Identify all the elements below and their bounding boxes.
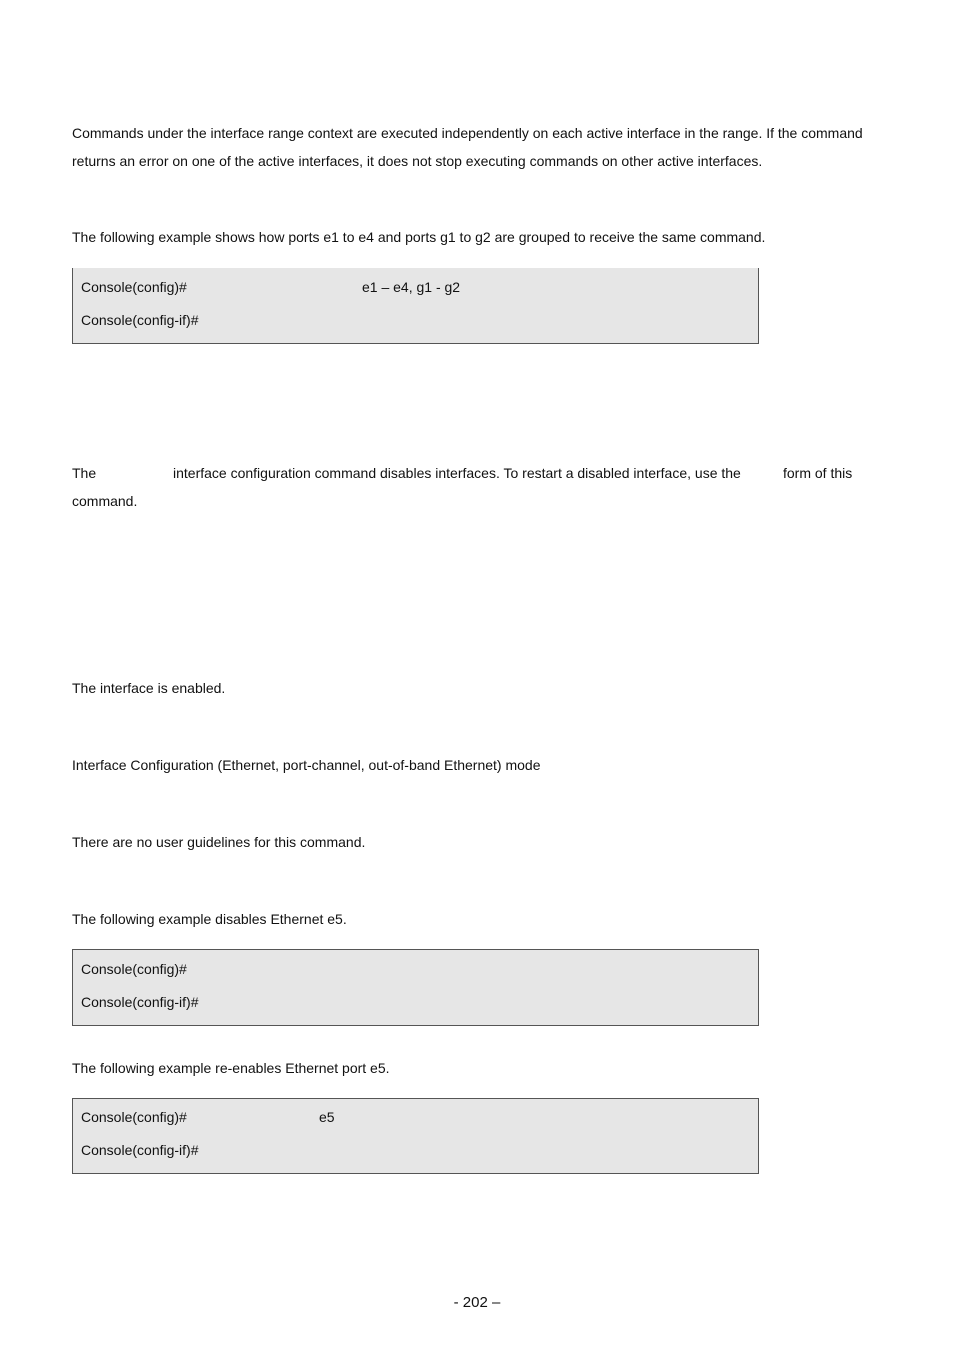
default-configuration-text: The interface is enabled. xyxy=(72,680,226,696)
shutdown-desc-the: The xyxy=(72,465,97,481)
range-example-intro: The following example shows how ports e1 to e4 and ports g1 to g2 are grouped to receive the same command. xyxy=(72,229,766,245)
code-arguments: e1 – e4, g1 - g2 xyxy=(362,279,461,295)
disable-example-intro: The following example disables Ethernet e5. xyxy=(72,911,347,927)
range-usage-paragraph: Commands under the interface range context are executed independently on each active interface in the range. If the command returns an error on one of the active interfaces, it does not stop executing commands on other active interfaces. xyxy=(72,125,863,169)
page-number: - 202 – xyxy=(453,1294,501,1311)
shutdown-desc-tail: form of this xyxy=(783,465,853,481)
code-arguments: e5 xyxy=(319,1109,335,1125)
code-prompt: Console(config)# xyxy=(81,1109,187,1125)
range-example-code-block xyxy=(72,268,759,344)
code-prompt: Console(config-if)# xyxy=(81,994,199,1010)
enable-example-intro: The following example re-enables Ethernet port e5. xyxy=(72,1060,390,1076)
shutdown-desc-body: interface configuration command disables interfaces. To restart a disabled interface, use the xyxy=(173,465,741,481)
code-prompt: Console(config-if)# xyxy=(81,1142,199,1158)
user-guidelines-text: There are no user guidelines for this command. xyxy=(72,834,366,850)
code-prompt: Console(config)# xyxy=(81,961,187,977)
command-mode-text: Interface Configuration (Ethernet, port-channel, out-of-band Ethernet) mode xyxy=(72,757,541,773)
code-prompt: Console(config-if)# xyxy=(81,312,199,328)
code-prompt: Console(config)# xyxy=(81,279,187,295)
disable-example-code-block xyxy=(72,949,759,1026)
shutdown-desc-end: command. xyxy=(72,493,138,509)
enable-example-code-block xyxy=(72,1098,759,1174)
